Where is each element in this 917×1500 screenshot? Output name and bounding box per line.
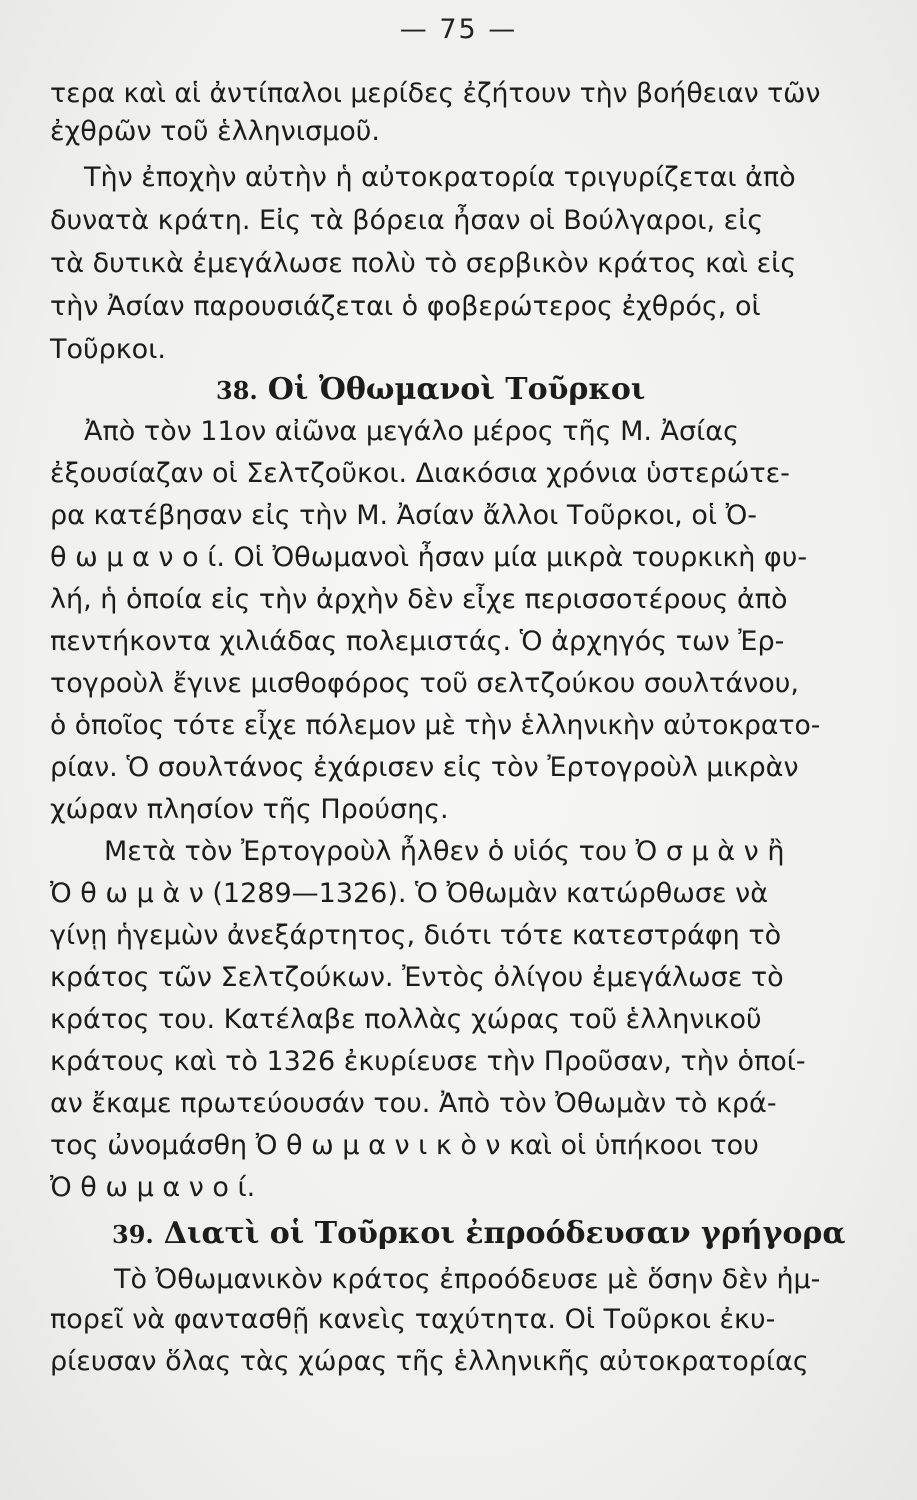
text-line: πεντήκοντα χιλιάδας πολεμιστάς. Ὁ ἀρχηγός των Ἐρ- <box>50 626 785 657</box>
text-line: Μετὰ τὸν Ἐρτογροὺλ ἦλθεν ὁ υἱός του Ὀ σ μ ὰ ν ἢ <box>104 836 785 867</box>
text-line: τογροὺλ ἔγινε μισθοφόρος τοῦ σελτζούκου σουλτάνου, <box>50 668 799 699</box>
section-heading-39 <box>112 1212 845 1256</box>
text-line: Τὸ Ὀθωμανικὸν κράτος ἐπροόδευσε μὲ ὅσην δὲν ἠμ- <box>114 1264 821 1295</box>
section-title: Οἱ Ὀθωμανοὶ Τοῦρκοι <box>267 372 646 407</box>
text-line: τος ὠνομάσθη Ὀ θ ω μ α ν ι κ ὸ ν καὶ οἱ ὑπήκοοι του <box>50 1130 759 1161</box>
text-line: Ἀπὸ τὸν 11ον αἰῶνα μεγάλο μέρος τῆς Μ. Ἀσίας <box>84 416 739 447</box>
text-line: πορεῖ νὰ φαντασθῇ κανεὶς ταχύτητα. Οἱ Τοῦρκοι ἐκυ- <box>50 1304 776 1335</box>
text-line: ρίευσαν ὅλας τὰς χώρας τῆς ἑλληνικῆς αὐτοκρατορίας <box>50 1346 809 1377</box>
text-line: ρίαν. Ὁ σουλτάνος ἐχάρισεν εἰς τὸν Ἐρτογροὺλ μικρὰν <box>50 752 799 783</box>
page-number: — 75 — <box>399 14 518 45</box>
text-line: κράτος του. Κατέλαβε πολλὰς χώρας τοῦ ἑλληνικοῦ <box>50 1004 762 1035</box>
text-line: ὁ ὁποῖος τότε εἶχε πόλεμον μὲ τὴν ἑλληνικὴν αὐτοκρατο- <box>50 710 821 741</box>
text-line: Ὀ θ ω μ ὰ ν (1289—1326). Ὁ Ὀθωμὰν κατώρθωσε νὰ <box>50 878 769 909</box>
text-line: Ὀ θ ω μ α ν ο ί. <box>50 1172 256 1203</box>
text-line: ἐχθρῶν τοῦ ἑλληνισμοῦ. <box>50 116 380 147</box>
text-line: αν ἔκαμε πρωτεύουσάν του. Ἀπὸ τὸν Ὀθωμὰν τὸ κρά- <box>50 1088 777 1119</box>
text-line: Τοῦρκοι. <box>50 334 166 365</box>
text-line: τερα καὶ αἱ ἀντίπαλοι μερίδες ἐζήτουν τὴν βοήθειαν τῶν <box>50 78 821 109</box>
section-number: 39. <box>112 1220 154 1249</box>
text-line: λή, ἡ ὁποία εἰς τὴν ἀρχὴν δὲν εἶχε περισσοτέρους ἀπὸ <box>50 584 788 615</box>
section-heading-38 <box>216 368 645 412</box>
text-line: κράτους καὶ τὸ 1326 ἐκυρίευσε τὴν Προῦσαν, τὴν ὁποί- <box>50 1046 806 1077</box>
section-number: 38. <box>216 376 258 405</box>
text-line: τὰ δυτικὰ ἐμεγάλωσε πολὺ τὸ σερβικὸν κράτος καὶ εἰς <box>50 248 797 279</box>
text-line: θ ω μ α ν ο ί. Οἱ Ὀθωμανοὶ ἦσαν μία μικρὰ τουρκικὴ φυ- <box>50 542 808 573</box>
section-title: Διατὶ οἱ Τοῦρκοι ἐπροόδευσαν γρήγορα <box>163 1216 846 1251</box>
text-line: ρα κατέβησαν εἰς τὴν Μ. Ἀσίαν ἄλλοι Τοῦρκοι, οἱ Ὀ- <box>50 500 758 531</box>
text-line: κράτος τῶν Σελτζούκων. Ἐντὸς ὀλίγου ἐμεγάλωσε τὸ <box>50 962 784 993</box>
text-line: γίνῃ ἡγεμὼν ἀνεξάρτητος, διότι τότε κατεστράφη τὸ <box>50 920 782 951</box>
text-line: δυνατὰ κράτη. Εἰς τὰ βόρεια ἦσαν οἱ Βούλγαροι, εἰς <box>50 205 764 236</box>
text-line: ἐξουσίαζαν οἱ Σελτζοῦκοι. Διακόσια χρόνια ὑστερώτε- <box>50 458 790 489</box>
text-line: τὴν Ἀσίαν παρουσιάζεται ὁ φοβερώτερος ἐχθρός, οἱ <box>50 291 761 322</box>
text-line: χώραν πλησίον τῆς Προύσης. <box>50 794 449 825</box>
text-line: Τὴν ἐποχὴν αὐτὴν ἡ αὐτοκρατορία τριγυρίζεται ἀπὸ <box>84 162 796 193</box>
